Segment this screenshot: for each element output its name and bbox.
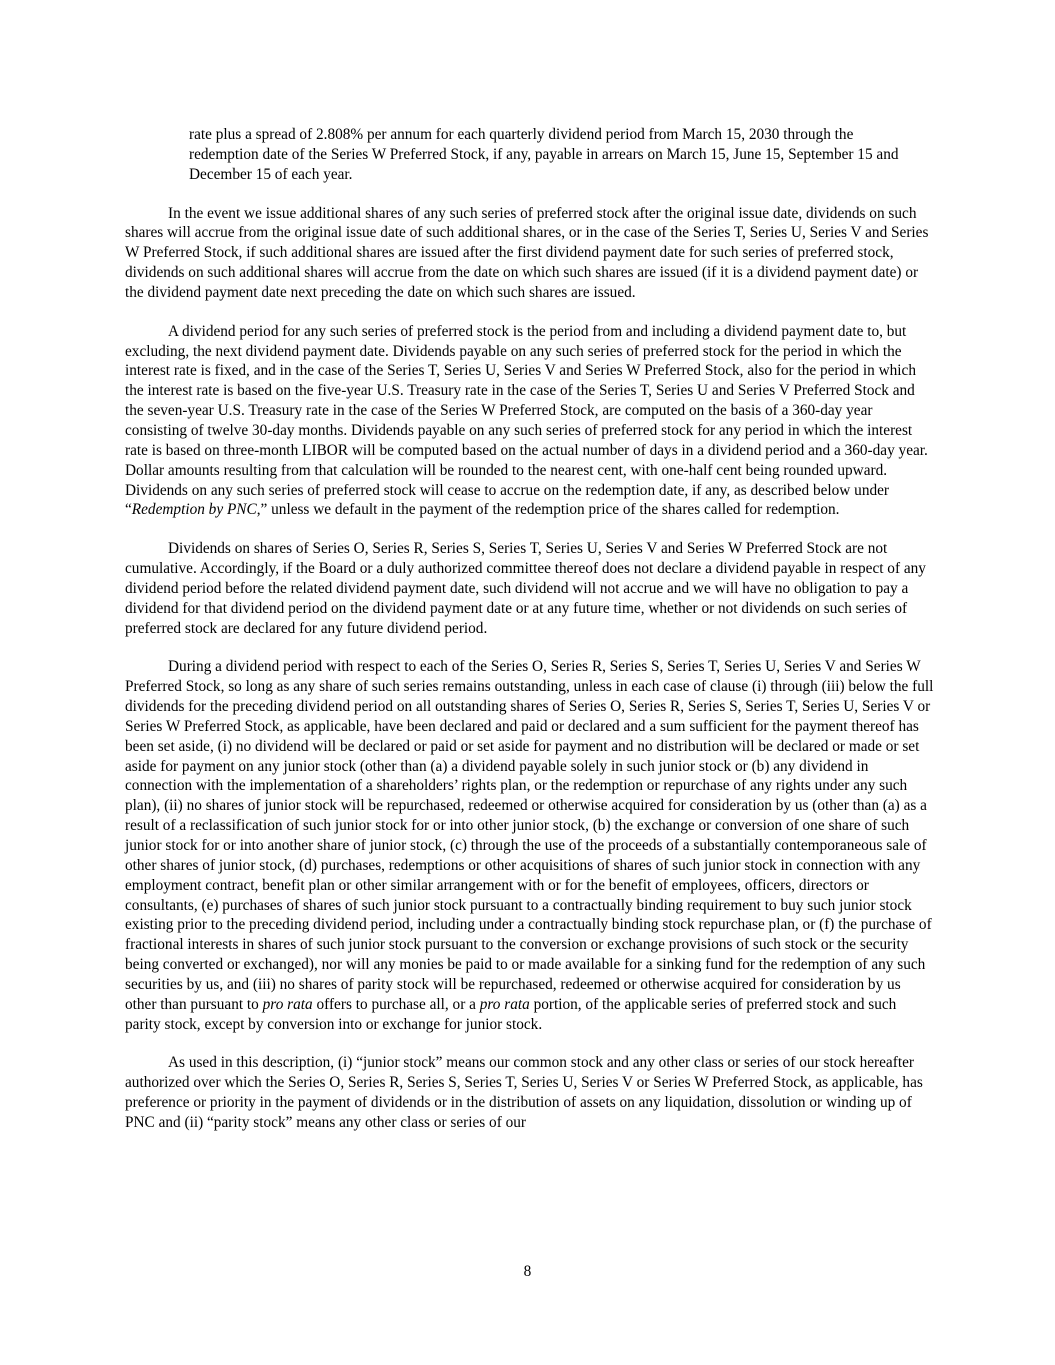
paragraph-text: Dividends on shares of Series O, Series R, Series S, Series T, Series U, Series V and Series W Preferred Stock are not cumulative. Accordingly, if the Board or a duly authorized committee thereof does not declare a dividend payable in respect of any dividend period before the related dividend payment date, such dividend will not accrue and we will have no obligation to pay a dividend for that dividend period on the dividend payment date or at any future time, whether or not dividends on such series of preferred stock are declared for any future dividend period.	[125, 540, 926, 637]
paragraph-text: ,” unless we default in the payment of the redemption price of the shares called for redemption.	[256, 501, 840, 519]
paragraph-text: In the event we issue additional shares of any such series of preferred stock after the original issue date, dividends on such shares will accrue from the original issue date of such additional shares, or in the case of the Series T, Series U, Series V and Series W Preferred Stock, if such additional shares are issued after the first dividend payment date for such series of preferred stock, dividends on such additional shares will accrue from the date on which such shares are issued (if it is a dividend payment date) or the dividend payment date next preceding the date on which such shares are issued.	[125, 204, 929, 301]
paragraph-text: portion, of the applicable series of preferred stock and such parity stock, except by conversion into or exchange for junior stock.	[125, 995, 897, 1033]
paragraph-dividend-period	[125, 322, 935, 520]
paragraph-dividend-restrictions	[125, 657, 935, 1034]
paragraph-definitions	[125, 1053, 935, 1132]
paragraph-text: During a dividend period with respect to each of the Series O, Series R, Series S, Series T, Series U, Series V and Series W Preferred Stock, so long as any share of such series remains outstanding, unless in each case of clause (i) through (iii) below the full dividends for the preceding dividend period on all outstanding shares of Series O, Series R, Series S, Series T, Series U, Series V or Series W Preferred Stock, as applicable, have been declared and paid or declared and a sum sufficient for the payment thereof has been set aside, (i) no dividend will be declared or paid or set aside for payment and no distribution will be declared or made or set aside for payment on any junior stock (other than (a) a dividend payable solely in such junior stock or (b) any dividend in connection with the implementation of a shareholders’ rights plan, or the redemption or repurchase of any rights under any such plan), (ii) no shares of junior stock will be repurchased, redeemed or otherwise acquired for consideration by us (other than (a) as a result of a reclassification of such junior stock for or into other junior stock, (b) the exchange or conversion of one share of such junior stock for or into another share of junior stock, (c) through the use of the proceeds of a substantially contemporaneous sale of other shares of junior stock, (d) purchases, redemptions or other acquisitions of shares of such junior stock in connection with any employment contract, benefit plan or other similar arrangement with or for the benefit of employees, officers, directors or consultants, (e) purchases of shares of such junior stock pursuant to a contractually binding requirement to buy such junior stock existing prior to the preceding dividend period, including under a contractually binding stock repurchase plan, or (f) the purchase of fractional interests in shares of such junior stock pursuant to the conversion or exchange provisions of such stock or the security being converted or exchanged), nor will any monies be paid to or made available for a sinking fund for the redemption of any such securities by us, and (iii) no shares of parity stock will be repurchased, redeemed or otherwise acquired for consideration by us other than pursuant to	[125, 658, 934, 1013]
paragraph-text: As used in this description, (i) “junior stock” means our common stock and any other class or series of our stock hereafter authorized over which the Series O, Series R, Series S, Series T, Series U, Series V or Series W Preferred Stock, as applicable, has preference or priority in the payment of dividends or in the distribution of assets on any liquidation, dissolution or winding up of PNC and (ii) “parity stock” means any other class or series of our	[125, 1054, 923, 1131]
paragraph-additional-shares	[125, 204, 935, 303]
pro-rata-italic: pro rata	[262, 995, 313, 1013]
paragraph-text: offers to purchase all, or a	[312, 995, 480, 1013]
paragraph-text: A dividend period for any such series of preferred stock is the period from and including a dividend payment date to, but excluding, the next dividend payment date. Dividends payable on any such series of preferred stock for the period in which the interest rate is fixed, and in the case of the Series T, Series U, Series V and Series W Preferred Stock, also for the period in which the interest rate is based on the five-year U.S. Treasury rate in the case of the Series T, Series U and Series V Preferred Stock and the seven-year U.S. Treasury rate in the case of the Series W Preferred Stock, are computed on the basis of a 360-day year consisting of twelve 30-day months. Dividends payable on any such series of preferred stock for any period in which the interest rate is based on three-month LIBOR will be computed based on the actual number of days in a dividend period and a 360-day year. Dollar amounts resulting from that calculation will be rounded to the nearest cent, with one-half cent being rounded upward. Dividends on any such series of preferred stock will cease to accrue on the redemption date, if any, as described below under “	[125, 322, 928, 519]
continued-item-text: rate plus a spread of 2.808% per annum for each quarterly dividend period from March 15, 2030 through the redemption date of the Series W Preferred Stock, if any, payable in arrears on March 15, June 15, September 15 and December 15 of each year.	[189, 126, 899, 183]
continued-list-item	[189, 125, 925, 185]
page-number: 8	[523, 1263, 532, 1280]
pro-rata-italic: pro rata	[479, 995, 530, 1013]
cross-reference-italic: Redemption by PNC	[131, 501, 257, 519]
document-page	[125, 125, 935, 1152]
paragraph-not-cumulative	[125, 539, 935, 638]
